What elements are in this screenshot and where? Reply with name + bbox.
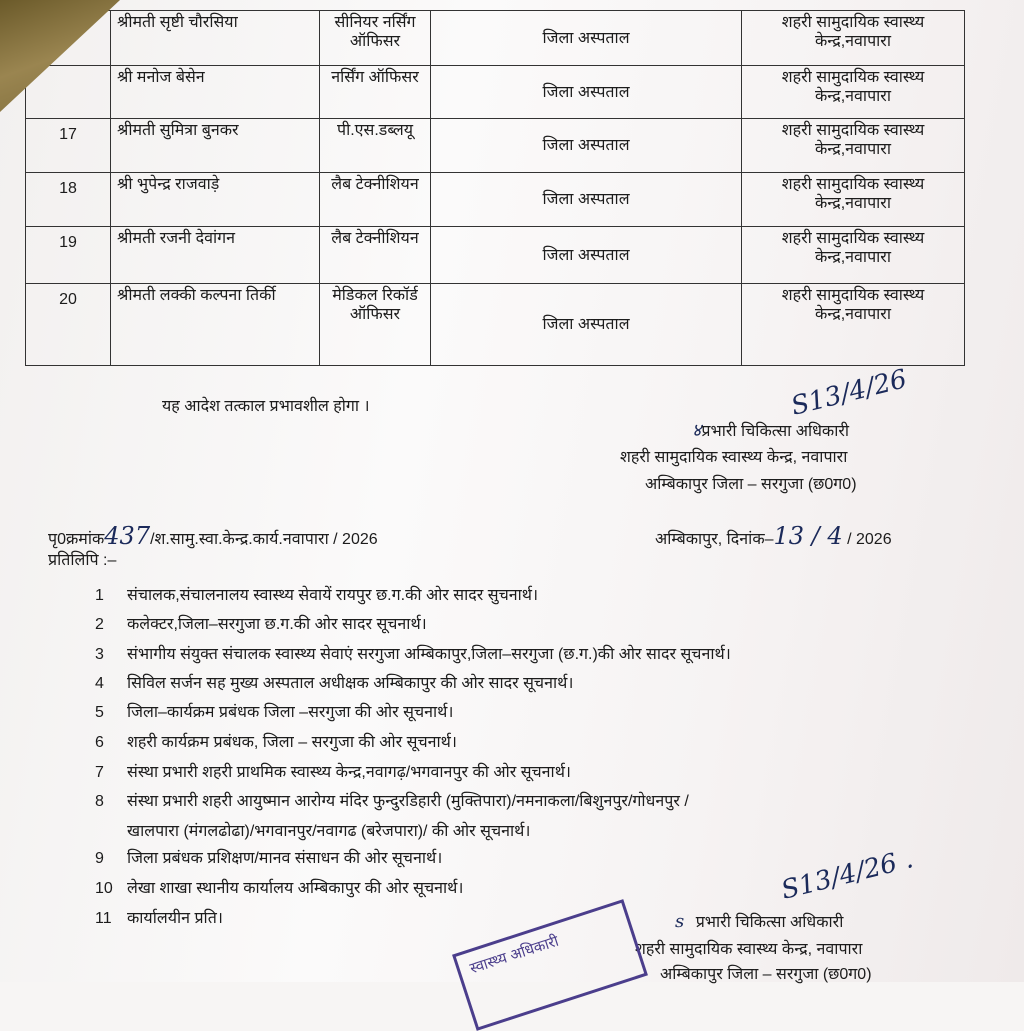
cell-to: शहरी सामुदायिक स्वास्थ्य केन्द्र,नवापारा	[742, 284, 965, 366]
copy-text: संचालक,संचालनालय स्वास्थ्य सेवायें रायपुर छ.ग.की ओर सादर सुचनार्थ।	[127, 587, 539, 604]
signature-2: S13/4/26 .	[778, 844, 917, 906]
cell-name: श्री मनोज बेसेन	[111, 66, 320, 119]
sig2-office: शहरी सामुदायिक स्वास्थ्य केन्द्र, नवापारा	[635, 941, 863, 958]
cell-name: श्रीमती सृष्टी चौरसिया	[111, 11, 320, 66]
sig2-title: s प्रभारी चिकित्सा अधिकारी	[675, 911, 844, 932]
cell-from: जिला अस्पताल	[431, 66, 742, 119]
copy-number: 5	[95, 704, 104, 721]
copy-text: संस्था प्रभारी शहरी आयुष्मान आरोग्य मंदिर फुन्दुरडिहारी (मुक्तिपारा)/नमनाकला/बिशुनपुर/गोधनपुर /	[127, 793, 689, 810]
cell-post: मेडिकल रिकॉर्ड ऑफिसर	[320, 284, 431, 366]
copy-number: 7	[95, 764, 104, 781]
copy-number: 4	[95, 675, 104, 692]
cell-to: शहरी सामुदायिक स्वास्थ्य केन्द्र,नवापारा	[742, 173, 965, 227]
copy-number: 8	[95, 793, 104, 810]
table-row	[26, 173, 965, 227]
cell-name: श्रीमती रजनी देवांगन	[111, 227, 320, 284]
copy-heading: प्रतिलिपि :–	[48, 552, 117, 569]
copy-item	[95, 700, 453, 722]
signature-1: S13/4/26	[788, 364, 910, 422]
copy-item	[95, 671, 573, 693]
copy-item	[95, 760, 571, 782]
table-row	[26, 227, 965, 284]
cell-from: जिला अस्पताल	[431, 173, 742, 227]
cell-name: श्री भुपेन्द्र राजवाड़े	[111, 173, 320, 227]
copy-item	[95, 642, 731, 664]
copy-text: संभागीय संयुक्त संचालक स्वास्थ्य सेवाएं सरगुजा अम्बिकापुर,जिला–सरगुजा (छ.ग.)की ओर सादर सूचनार्थ।	[127, 646, 731, 663]
copy-text: जिला प्रबंधक प्रशिक्षण/मानव संसाधन की ओर सूचनार्थ।	[127, 850, 443, 867]
copy-text: सिविल सर्जन सह मुख्य अस्पताल अधीक्षक अम्बिकापुर की ओर सादर सूचनार्थ।	[127, 675, 574, 692]
cell-name: श्रीमती लक्की कल्पना तिर्की	[111, 284, 320, 366]
cell-num: 17	[26, 119, 111, 173]
cell-post: लैब टेक्नीशियन	[320, 173, 431, 227]
copy-item	[95, 846, 442, 868]
sig1-place: अम्बिकापुर जिला – सरगुजा (छ0ग0)	[645, 476, 857, 493]
copy-text: संस्था प्रभारी शहरी प्राथमिक स्वास्थ्य केन्द्र,नवागढ़/भगवानपुर की ओर सूचनार्थ।	[127, 764, 571, 781]
date-line: अम्बिकापुर, दिनांक–13 / 4 / 2026	[655, 522, 892, 550]
transfer-table	[25, 10, 965, 366]
cell-to: शहरी सामुदायिक स्वास्थ्य केन्द्र,नवापारा	[742, 11, 965, 66]
reference-number: पृ0क्रमांक437/श.सामु.स्वा.केन्द्र.कार्य.नवापारा / 2026	[48, 522, 378, 550]
copy-item	[95, 730, 457, 752]
order-effective-text: यह आदेश तत्काल प्रभावशील होगा ।	[162, 398, 370, 415]
cell-name: श्रीमती सुमित्रा बुनकर	[111, 119, 320, 173]
copy-item	[95, 789, 689, 853]
copy-number: 9	[95, 850, 104, 867]
office-stamp: स्वास्थ्य अधिकारी	[452, 899, 648, 1031]
copy-number: 11	[95, 910, 112, 927]
copy-number: 6	[95, 734, 104, 751]
cell-num: 18	[26, 173, 111, 227]
cell-post: सीनियर नर्सिंग ऑफिसर	[320, 11, 431, 66]
copy-item	[95, 876, 463, 898]
cell-from: जिला अस्पताल	[431, 11, 742, 66]
cell-to: शहरी सामुदायिक स्वास्थ्य केन्द्र,नवापारा	[742, 66, 965, 119]
table-row	[26, 119, 965, 173]
copy-text: कार्यालयीन प्रति।	[127, 910, 223, 927]
cell-post: पी.एस.डब्लयू	[320, 119, 431, 173]
cell-from: जिला अस्पताल	[431, 227, 742, 284]
cell-to: शहरी सामुदायिक स्वास्थ्य केन्द्र,नवापारा	[742, 227, 965, 284]
copy-text: शहरी कार्यक्रम प्रबंधक, जिला – सरगुजा की ओर सूचनार्थ।	[127, 734, 457, 751]
copy-number: 1	[95, 587, 104, 604]
copy-number: 3	[95, 646, 104, 663]
copy-item	[95, 612, 427, 634]
sig2-place: अम्बिकापुर जिला – सरगुजा (छ0ग0)	[660, 966, 872, 983]
copy-text: लेखा शाखा स्थानीय कार्यालय अम्बिकापुर की ओर सूचनार्थ।	[127, 880, 464, 897]
copy-item	[95, 906, 223, 928]
table-row	[26, 66, 965, 119]
cell-post: नर्सिंग ऑफिसर	[320, 66, 431, 119]
cell-from: जिला अस्पताल	[431, 119, 742, 173]
copy-text: जिला–कार्यक्रम प्रबंधक जिला –सरगुजा की ओर सूचनार्थ।	[127, 704, 454, 721]
table-row	[26, 11, 965, 66]
cell-num: 19	[26, 227, 111, 284]
copy-item	[95, 583, 538, 605]
copy-number: 2	[95, 616, 104, 633]
copy-number: 10	[95, 880, 113, 897]
table-row	[26, 284, 965, 366]
cell-num: 20	[26, 284, 111, 366]
copy-text: कलेक्टर,जिला–सरगुजा छ.ग.की ओर सादर सूचनार्थ।	[127, 616, 427, 633]
sig1-office: शहरी सामुदायिक स्वास्थ्य केन्द्र, नवापारा	[620, 449, 848, 466]
cell-post: लैब टेक्नीशियन	[320, 227, 431, 284]
sig1-title: ४प्रभारी चिकित्सा अधिकारी	[692, 420, 850, 441]
cell-from: जिला अस्पताल	[431, 284, 742, 366]
copy-text-cont: खालपारा (मंगलढोढा)/भगवानपुर/नवागढ (बरेजपारा)/ की ओर सूचनार्थ।	[127, 823, 531, 840]
cell-to: शहरी सामुदायिक स्वास्थ्य केन्द्र,नवापारा	[742, 119, 965, 173]
